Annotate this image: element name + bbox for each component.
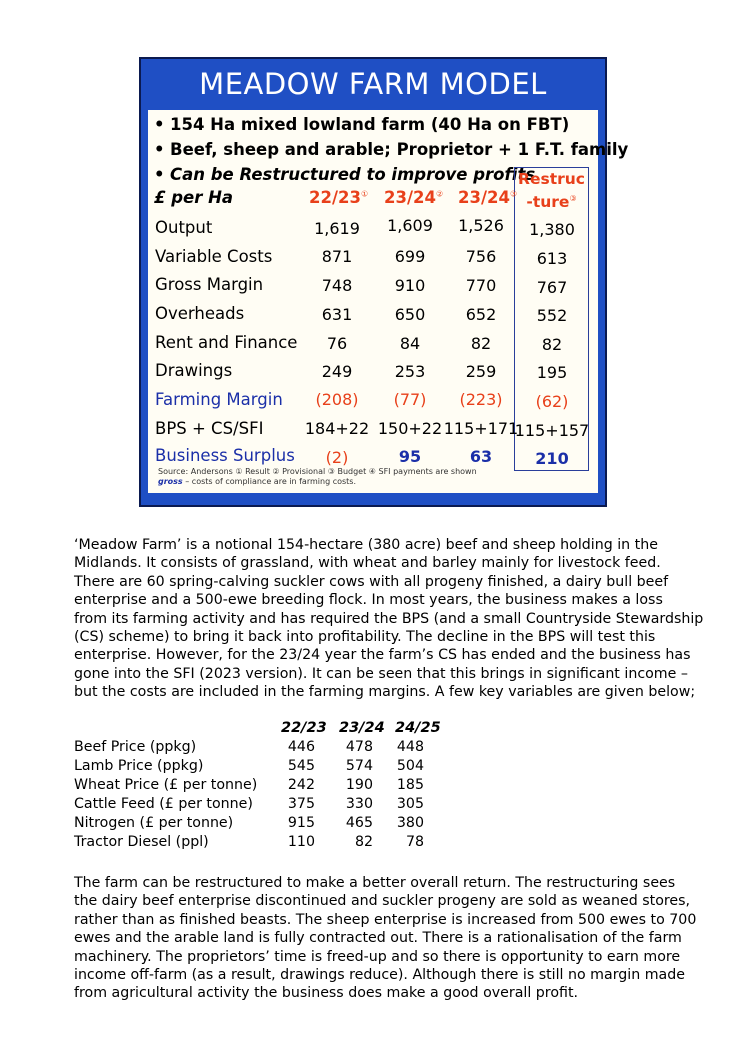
- row-label-bps-cs-sfi: BPS + CS/SFI: [155, 419, 264, 438]
- table-cell: 748: [321, 276, 353, 295]
- key-variable-value: 305: [396, 796, 424, 812]
- key-variables-header: 22/23: [281, 720, 327, 736]
- key-variable-value: 330: [345, 796, 373, 812]
- table-cell: 699: [394, 247, 426, 266]
- table-cell: 1,619: [314, 219, 360, 238]
- table-cell: 82: [470, 334, 492, 353]
- table-cell: (2): [325, 448, 349, 467]
- key-variable-value: 478: [345, 739, 373, 755]
- key-variable-value: 545: [287, 758, 315, 774]
- table-cell: 871: [321, 247, 353, 266]
- row-label-output: Output: [155, 218, 213, 237]
- key-variable-label: Wheat Price (£ per tonne): [74, 777, 258, 793]
- table-cell: 652: [465, 305, 497, 324]
- restructure-cell: 210: [535, 449, 569, 468]
- key-variable-value: 110: [287, 834, 315, 850]
- key-variables-header: 24/25: [395, 720, 441, 736]
- bullet-item: • 154 Ha mixed lowland farm (40 Ha on FBT): [154, 115, 570, 134]
- column-header: 23/24③: [458, 188, 518, 207]
- table-cell: 84: [399, 334, 421, 353]
- row-label-business-surplus: Business Surplus: [155, 446, 295, 465]
- table-cell: 756: [465, 247, 497, 266]
- table-cell: 115+171: [443, 419, 519, 438]
- row-label-overheads: Overheads: [155, 304, 245, 323]
- row-label-rent-finance: Rent and Finance: [155, 333, 298, 352]
- table-cell: 184+22: [304, 419, 370, 438]
- table-cell: 63: [469, 447, 493, 466]
- paragraph-restructuring: The farm can be restructured to make a better overall return. The restructuring sees the dairy beef enterprise discontinued and suckler progeny are sold as weaned stores, rather than as finished beasts. The sheep enterprise is increased from 500 ewes to 700 ewes and the arable land is fully contracted out. There is a rationalisation of the farm machinery. The proprietors’ time is freed-up and so there is opportunity to earn more income off-farm (as a result, drawings reduce). Although there is still no margin made from agricultural activity the business does make a good overall profit.: [74, 875, 697, 1002]
- panel-inner: [148, 110, 629, 493]
- restructure-cell: 1,380: [529, 220, 575, 239]
- key-variable-value: 190: [345, 777, 373, 793]
- restructure-cell: 767: [536, 278, 568, 297]
- table-cell: 631: [321, 305, 353, 324]
- row-label-gross-margin: Gross Margin: [155, 275, 264, 294]
- row-label-drawings: Drawings: [155, 361, 233, 380]
- key-variable-value: 448: [396, 739, 424, 755]
- bullet-dot: •: [154, 165, 165, 184]
- restructure-cell: 552: [536, 306, 568, 325]
- table-cell: 95: [398, 447, 422, 466]
- restructure-header: Restruc -ture③: [518, 170, 585, 212]
- key-variables-header: 23/24: [339, 720, 385, 736]
- meadow-farm-panel: [139, 57, 629, 507]
- key-variable-value: 465: [345, 815, 373, 831]
- key-variable-label: Tractor Diesel (ppl): [74, 834, 209, 850]
- table-cell: 650: [394, 305, 426, 324]
- table-cell: 259: [465, 362, 497, 381]
- source-note: Source: Andersons ① Result ② Provisional ③ Budget ④ SFI payments are shown gross – costs of compliance are in farming costs.: [158, 467, 477, 486]
- key-variable-value: 915: [287, 815, 315, 831]
- table-cell: 1,609: [387, 216, 433, 235]
- table-cell: 249: [321, 362, 353, 381]
- bullet-dot: •: [154, 140, 165, 159]
- key-variable-label: Nitrogen (£ per tonne): [74, 815, 234, 831]
- key-variable-value: 242: [287, 777, 315, 793]
- restructure-cell: 115+157: [514, 421, 590, 440]
- table-cell: 253: [394, 362, 426, 381]
- row-label-variable-costs: Variable Costs: [155, 247, 273, 266]
- table-cell: (77): [393, 390, 427, 409]
- key-variable-value: 375: [287, 796, 315, 812]
- row-header-label: £ per Ha: [154, 188, 234, 207]
- key-variable-value: 574: [345, 758, 373, 774]
- key-variable-value: 185: [396, 777, 424, 793]
- column-header: 23/24②: [384, 188, 444, 207]
- key-variable-value: 82: [354, 834, 373, 850]
- key-variable-value: 504: [396, 758, 424, 774]
- bullet-dot: •: [154, 115, 165, 134]
- table-cell: (208): [315, 390, 359, 409]
- key-variable-value: 380: [396, 815, 424, 831]
- restructure-cell: 82: [541, 335, 563, 354]
- key-variable-label: Beef Price (ppkg): [74, 739, 197, 755]
- key-variable-value: 78: [405, 834, 424, 850]
- row-label-farming-margin: Farming Margin: [155, 390, 283, 409]
- panel-title: MEADOW FARM MODEL: [199, 67, 547, 101]
- key-variable-value: 446: [287, 739, 315, 755]
- column-header: 22/23①: [309, 188, 369, 207]
- restructure-cell: (62): [535, 392, 569, 411]
- bullet-item: • Beef, sheep and arable; Proprietor + 1 F.T. family: [154, 140, 629, 159]
- key-variable-label: Lamb Price (ppkg): [74, 758, 204, 774]
- table-cell: 76: [326, 334, 348, 353]
- table-cell: 1,526: [458, 216, 504, 235]
- restructure-cell: 613: [536, 249, 568, 268]
- table-cell: 910: [394, 276, 426, 295]
- restructure-cell: 195: [536, 363, 568, 382]
- paragraph-intro: ‘Meadow Farm’ is a notional 154-hectare (380 acre) beef and sheep holding in the Midlands. It consists of grassland, with wheat and barley mainly for livestock feed. There are 60 spring-calving suckler cows with all progeny finished, a dairy bull beef enterprise and a 500-ewe breeding flock. In most years, the business makes a loss from its farming activity and has required the BPS (and a small Countryside Stewardship (CS) scheme) to bring it back into profitability. The decline in the BPS will test this enterprise. However, for the 23/24 year the farm’s CS has ended and the business has gone into the SFI (2023 version). It can be seen that this brings in significant income – but the costs are included in the farming margins. A few key variables are given below;: [74, 537, 704, 701]
- table-cell: (223): [459, 390, 503, 409]
- key-variable-label: Cattle Feed (£ per tonne): [74, 796, 253, 812]
- table-cell: 150+22: [377, 419, 443, 438]
- table-cell: 770: [465, 276, 497, 295]
- bullet-item: • Can be Restructured to improve profits: [154, 165, 536, 184]
